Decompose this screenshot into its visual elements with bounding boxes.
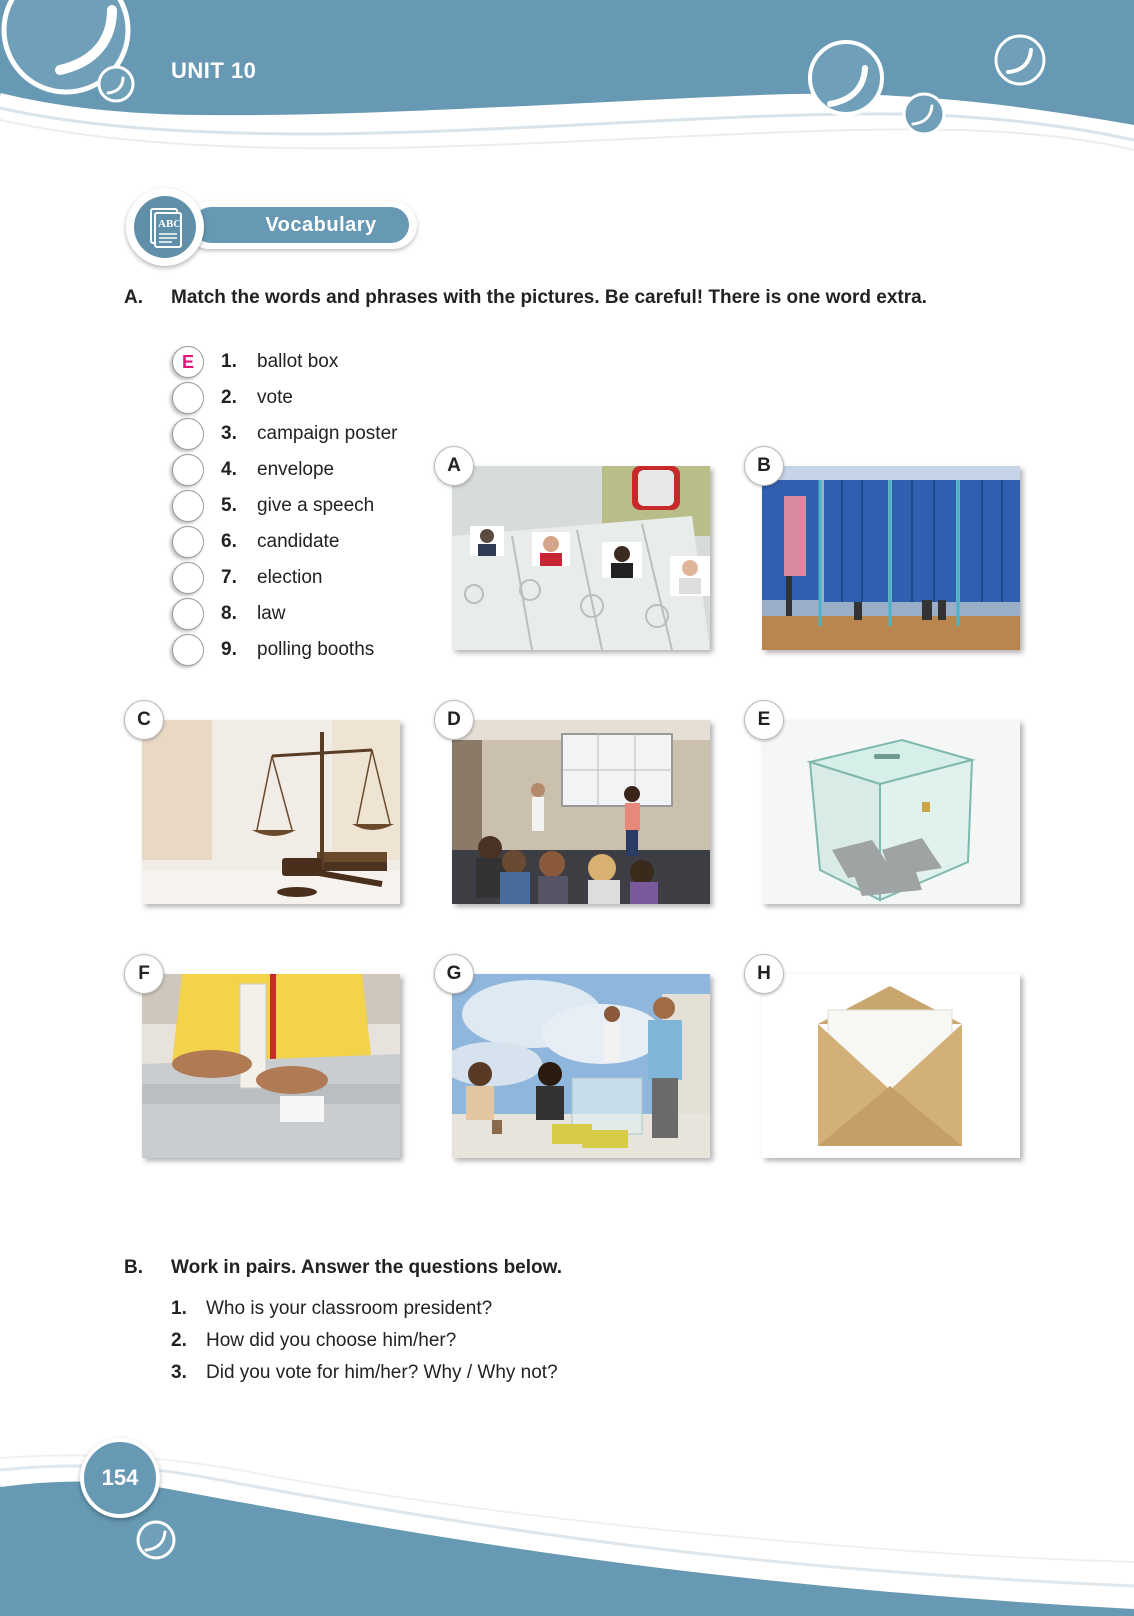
item-number: 3.: [221, 423, 237, 444]
picture-label-h: H: [744, 954, 784, 994]
exercise-b-instruction: Work in pairs. Answer the questions below.: [171, 1257, 562, 1278]
item-word: envelope: [257, 459, 335, 480]
header-banner: [0, 0, 1134, 170]
envelope-icon: [762, 974, 1020, 1158]
polling-booth-icon: [762, 466, 1020, 650]
picture-f: [142, 974, 400, 1158]
question-number: 3.: [171, 1362, 187, 1383]
picture-label-b: B: [744, 446, 784, 486]
svg-text:ABC: ABC: [158, 218, 182, 230]
voting-station-icon: [452, 974, 710, 1158]
answer-box-9[interactable]: [172, 634, 204, 666]
vocabulary-label: Vocabulary: [265, 213, 377, 236]
picture-label-a: A: [434, 446, 474, 486]
answer-box-2[interactable]: [172, 382, 204, 414]
ballot-paper-icon: [452, 466, 710, 650]
item-number: 4.: [221, 459, 237, 480]
item-number: 6.: [221, 531, 237, 552]
item-number: 5.: [221, 495, 237, 516]
footer-banner: [0, 1440, 1134, 1616]
exercise-b-letter: B.: [124, 1257, 143, 1278]
unit-title: UNIT 10: [171, 58, 257, 83]
picture-h: [762, 974, 1020, 1158]
item-number: 9.: [221, 639, 237, 660]
question-number: 1.: [171, 1298, 187, 1319]
voting-hand-icon: [142, 974, 400, 1158]
answer-box-1[interactable]: E: [172, 346, 204, 378]
answer-box-6[interactable]: [172, 526, 204, 558]
item-word: polling booths: [257, 639, 375, 660]
picture-a: [452, 466, 710, 650]
exercise-a-instruction: Match the words and phrases with the pictures. Be careful! There is one word extra.: [171, 287, 927, 308]
vocabulary-icon: [126, 188, 204, 266]
picture-d: [452, 720, 710, 904]
item-word: ballot box: [257, 351, 339, 372]
page-number: 154: [80, 1438, 160, 1518]
picture-c: [142, 720, 400, 904]
answer-box-5[interactable]: [172, 490, 204, 522]
item-word: campaign poster: [257, 423, 398, 444]
item-number: 2.: [221, 387, 237, 408]
item-word: give a speech: [257, 495, 375, 516]
answer-box-3[interactable]: [172, 418, 204, 450]
speech-audience-icon: [452, 720, 710, 904]
picture-label-c: C: [124, 700, 164, 740]
picture-label-d: D: [434, 700, 474, 740]
scales-gavel-icon: [142, 720, 400, 904]
vocabulary-badge: [185, 201, 417, 249]
picture-label-g: G: [434, 954, 474, 994]
question-number: 2.: [171, 1330, 187, 1351]
answer-box-7[interactable]: [172, 562, 204, 594]
item-number: 7.: [221, 567, 237, 588]
picture-g: [452, 974, 710, 1158]
item-word: law: [257, 603, 286, 624]
picture-label-e: E: [744, 700, 784, 740]
item-number: 8.: [221, 603, 237, 624]
exercise-a-letter: A.: [124, 287, 143, 308]
item-number: 1.: [221, 351, 237, 372]
question-text: Did you vote for him/her? Why / Why not?: [206, 1362, 558, 1383]
picture-b: [762, 466, 1020, 650]
answer-box-4[interactable]: [172, 454, 204, 486]
item-word: candidate: [257, 531, 340, 552]
picture-label-f: F: [124, 954, 164, 994]
answer-box-8[interactable]: [172, 598, 204, 630]
item-word: vote: [257, 387, 293, 408]
question-text: How did you choose him/her?: [206, 1330, 457, 1351]
picture-e: [762, 720, 1020, 904]
item-word: election: [257, 567, 323, 588]
glass-ballot-box-icon: [762, 720, 1020, 904]
question-text: Who is your classroom president?: [206, 1298, 493, 1319]
